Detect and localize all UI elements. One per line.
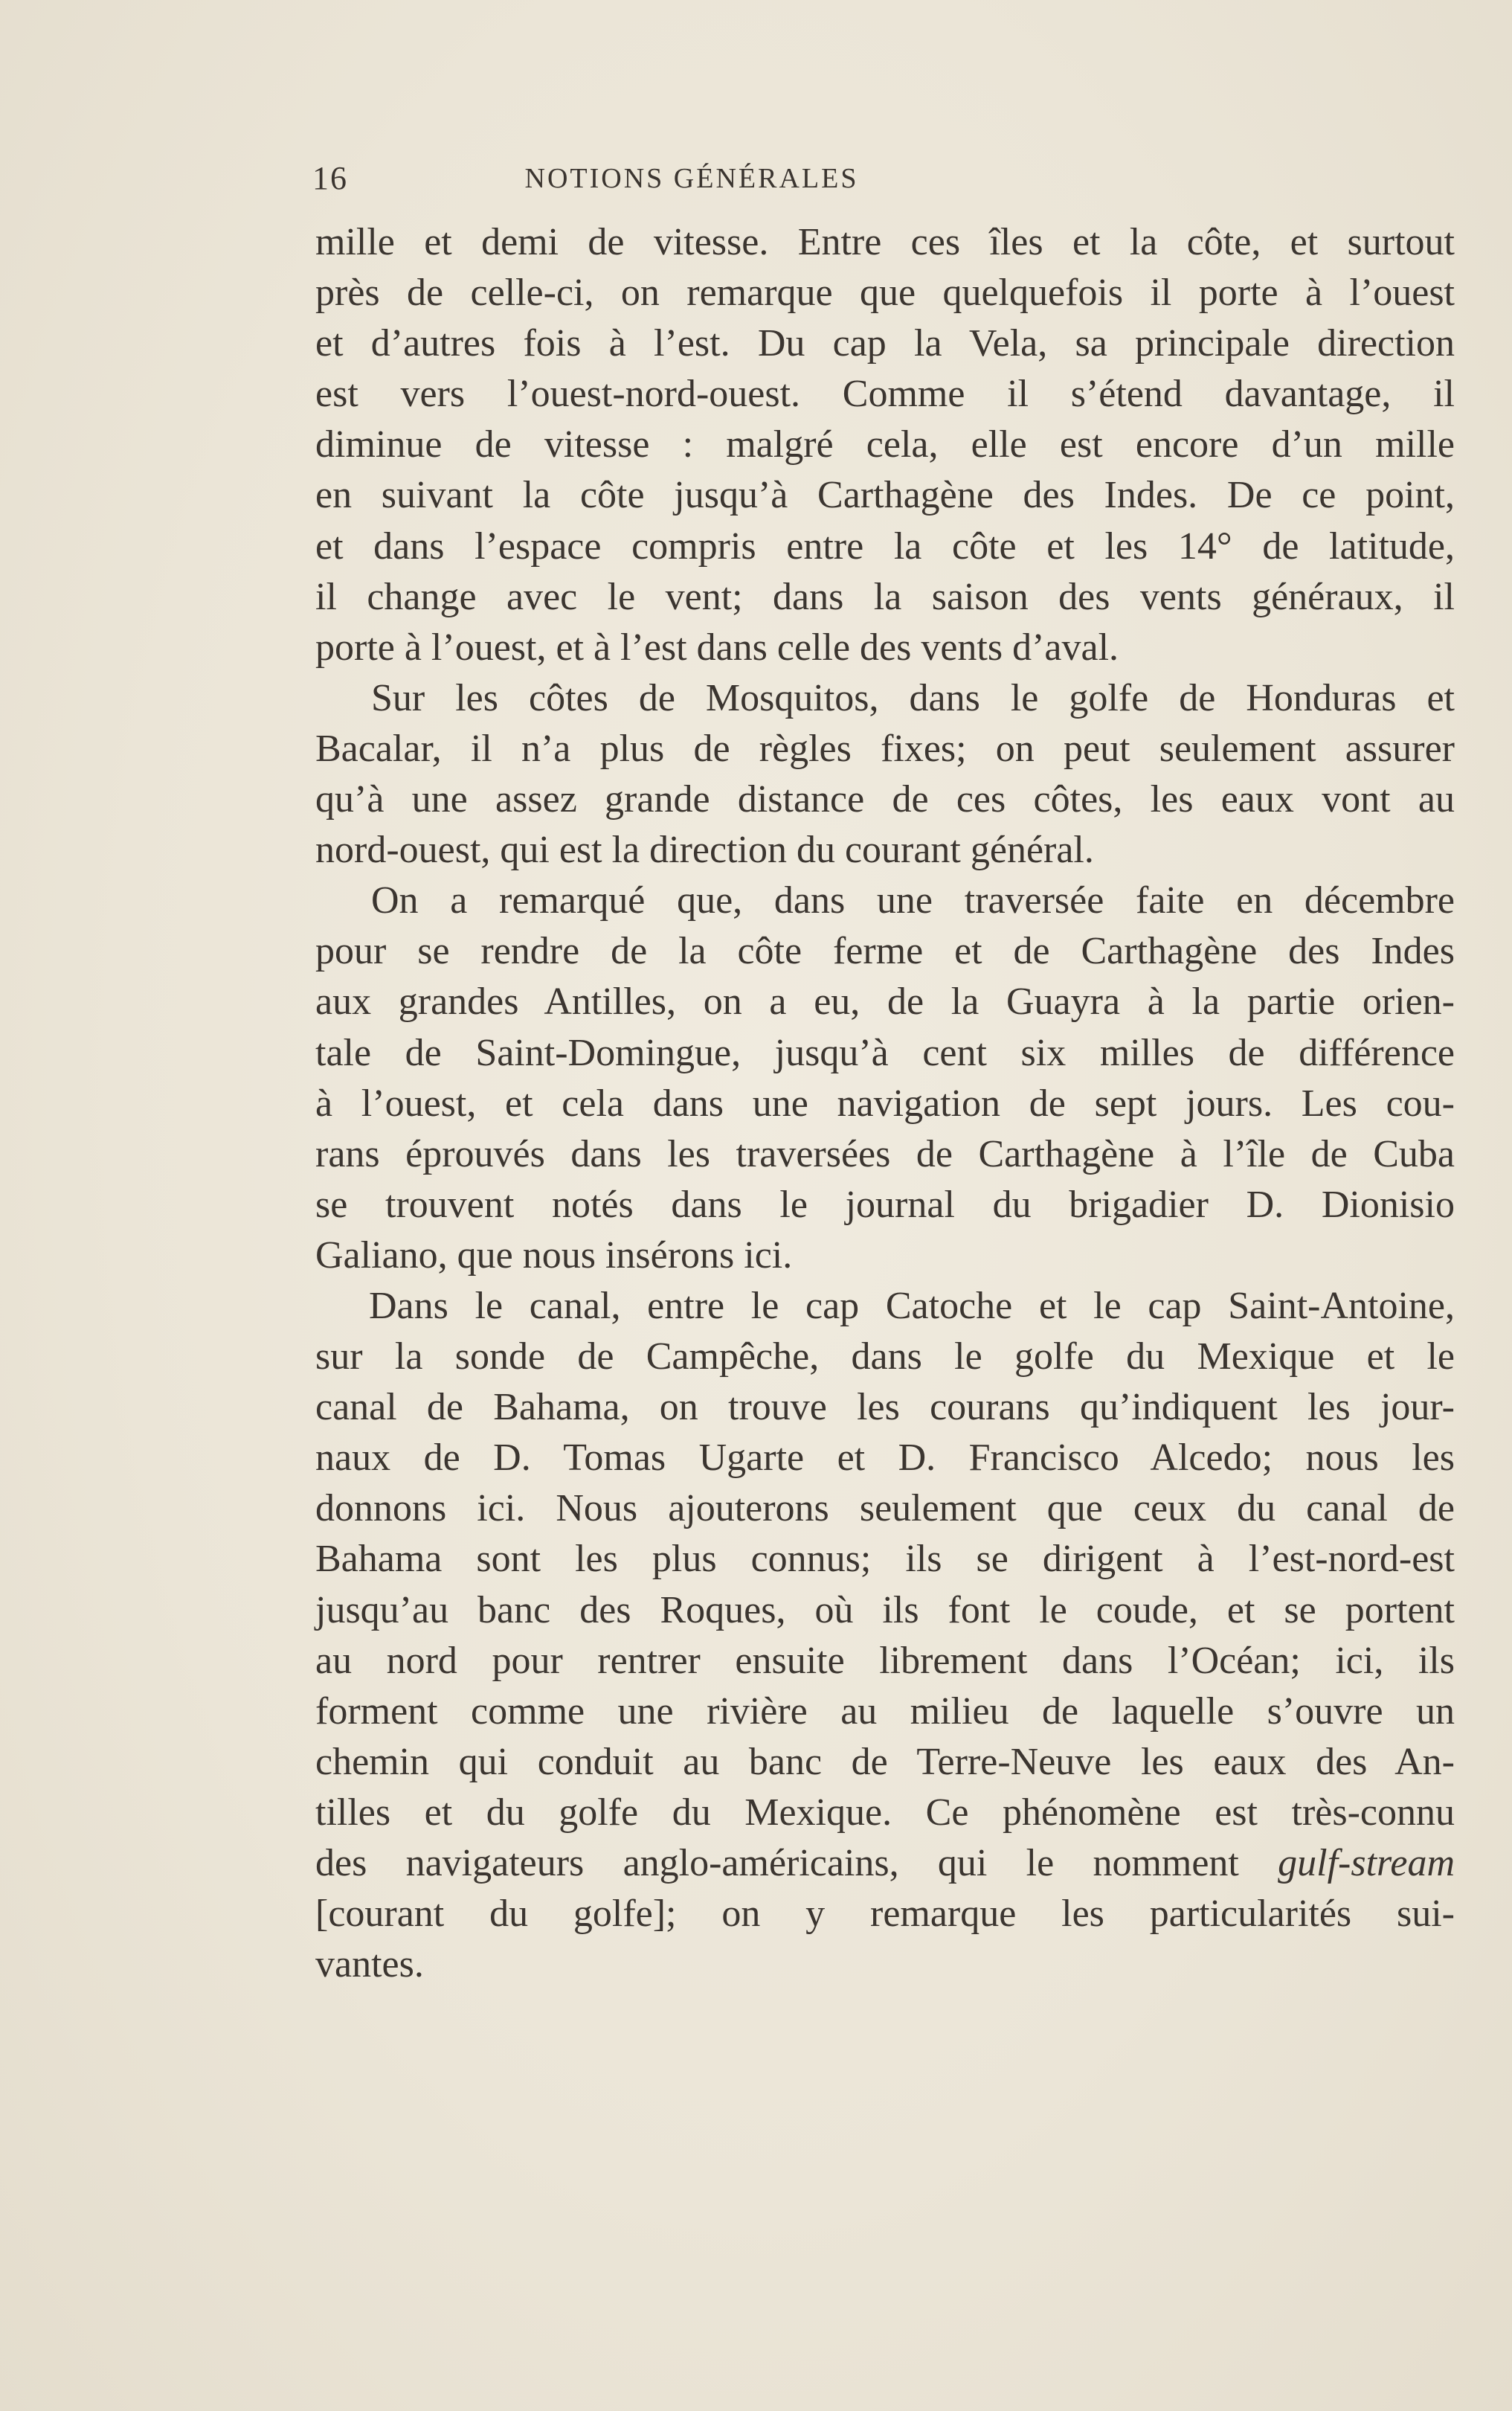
text-line: tilles et du golfe du Mexique. Ce phénomène est très-connu — [315, 1791, 1455, 1834]
text-line: rans éprouvés dans les traversées de Carthagène à l’île de Cuba — [315, 1132, 1455, 1175]
text-line: Bacalar, il n’a plus de règles fixes; on peut seulement assurer — [315, 727, 1455, 770]
text-line: porte à l’ouest, et à l’est dans celle des vents d’aval. — [315, 626, 1119, 669]
paragraph-start-line: Sur les côtes de Mosquitos, dans le golfe de Honduras et — [371, 676, 1455, 719]
text-line: il change avec le vent; dans la saison des vents généraux, il — [315, 575, 1455, 618]
text-line: aux grandes Antilles, on a eu, de la Guayra à la partie orien- — [315, 980, 1455, 1024]
text-line-with-italic — [315, 1838, 1455, 1889]
text-line-segment: des navigateurs anglo-américains, qui le nomment — [315, 1842, 1278, 1884]
text-line: donnons ici. Nous ajouterons seulement que ceux du canal de — [315, 1487, 1455, 1530]
text-line: diminue de vitesse : malgré cela, elle est encore d’un mille — [315, 423, 1455, 466]
italic-term: gulf-stream — [1278, 1842, 1455, 1884]
text-line: canal de Bahama, on trouve les courans qu’indiquent les jour- — [315, 1386, 1455, 1429]
text-line: à l’ouest, et cela dans une navigation de sept jours. Les cou- — [315, 1082, 1455, 1125]
text-line: pour se rendre de la côte ferme et de Carthagène des Indes — [315, 930, 1455, 973]
page-header — [312, 159, 1086, 204]
text-line: est vers l’ouest-nord-ouest. Comme il s’étend davantage, il — [315, 373, 1455, 416]
running-head: NOTIONS GÉNÉRALES — [524, 163, 859, 194]
text-line: chemin qui conduit au banc de Terre-Neuve les eaux des An- — [315, 1740, 1455, 1783]
text-line: et dans l’espace compris entre la côte et les 14° de latitude, — [315, 524, 1455, 568]
text-line: au nord pour rentrer ensuite librement dans l’Océan; ici, ils — [315, 1639, 1455, 1682]
text-line: près de celle-ci, on remarque que quelquefois il porte à l’ouest — [315, 272, 1455, 315]
paragraph-start-line: Dans le canal, entre le cap Catoche et le cap Saint-Antoine, — [369, 1284, 1455, 1327]
text-line: Galiano, que nous insérons ici. — [315, 1233, 793, 1277]
text-line: nord-ouest, qui est la direction du courant général. — [315, 829, 1094, 872]
text-line: sur la sonde de Campêche, dans le golfe du Mexique et le — [315, 1335, 1455, 1378]
text-line: mille et demi de vitesse. Entre ces îles et la côte, et surtout — [315, 221, 1455, 263]
text-line: tale de Saint-Domingue, jusqu’à cent six milles de différence — [315, 1031, 1455, 1074]
text-line: en suivant la côte jusqu’à Carthagène des Indes. De ce point, — [315, 474, 1455, 517]
paragraph-start-line: On a remarqué que, dans une traversée faite en décembre — [371, 879, 1455, 922]
text-line: jusqu’au banc des Roques, où ils font le coude, et se portent — [315, 1588, 1455, 1631]
text-line: et d’autres fois à l’est. Du cap la Vela, sa principale direction — [315, 322, 1455, 365]
body-text — [315, 217, 1455, 1990]
text-line: forment comme une rivière au milieu de laquelle s’ouvre un — [315, 1689, 1455, 1733]
text-line: vantes. — [315, 1943, 424, 1986]
text-line: naux de D. Tomas Ugarte et D. Francisco Alcedo; nous les — [315, 1436, 1455, 1480]
page-number: 16 — [312, 160, 348, 196]
text-line: Bahama sont les plus connus; ils se dirigent à l’est-nord-est — [315, 1538, 1455, 1581]
text-line: qu’à une assez grande distance de ces côtes, les eaux vont au — [315, 778, 1455, 821]
text-line: se trouvent notés dans le journal du brigadier D. Dionisio — [315, 1183, 1455, 1226]
text-line: [courant du golfe]; on y remarque les particularités sui- — [315, 1892, 1455, 1936]
